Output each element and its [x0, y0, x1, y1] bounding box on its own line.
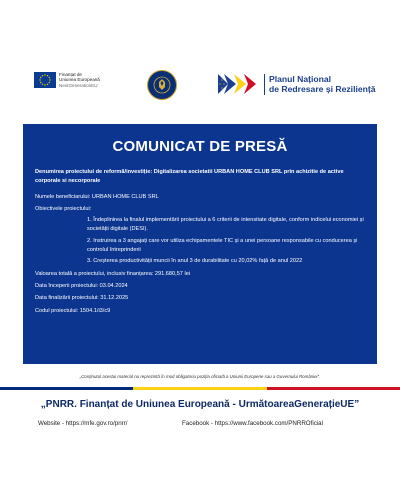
objectives-list — [35, 216, 370, 266]
eu-logo-line3: NextGenerationEU — [59, 82, 98, 88]
eu-logo-line2: Uniunea Europeană — [59, 77, 100, 83]
logo-header — [0, 70, 400, 100]
project-code: Codul proiectului: 1504.1/i3/c9 — [35, 307, 111, 314]
pnrr-slogan: „PNRR. Finanțat de Uniunea Europeană - UrmătoareaGenerațieUE” — [40, 399, 360, 410]
eu-flag-icon — [34, 72, 56, 88]
pnrr-logo — [218, 72, 376, 96]
eu-logo-line1: Finanțat de — [59, 72, 82, 77]
website-link[interactable]: Website - https://mfe.gov.ro/pnrr/ — [38, 420, 128, 427]
pnrr-logo-line1: Planul Național — [269, 73, 332, 84]
objectives-label: Obiectivele proiectului: — [35, 205, 92, 212]
romanian-flag-bar — [0, 387, 400, 390]
total-value: Valoarea totală a proiectului, inclusiv finanțarea: 291.680,57 lei — [35, 270, 191, 277]
pnrr-chevron-logo-icon — [218, 72, 260, 96]
project-name: Denumirea proiectului de reformă/investiție: Digitalizarea societatii URBAN HOME CLUB SRL prin achizitie de active corporale si necorporale — [35, 169, 344, 185]
press-release-body — [35, 168, 370, 316]
press-release-title: COMUNICAT DE PRESĂ — [112, 138, 288, 155]
objective-item: 1. Îndeplinirea la finalul implementării proiectului a 6 criterii de intensitate digitale, conform indicelui economiei și societății digitale (DESI). — [87, 217, 364, 233]
pnrr-logo-line2: de Redresare și Reziliență — [269, 84, 376, 94]
eu-funding-logo — [34, 72, 100, 88]
facebook-link[interactable]: Facebook - https://www.facebook.com/PNRROficial — [182, 420, 323, 427]
objective-item: 3. Creșterea productivității muncii în anul 3 de durabilitate cu 20,02% față de anul 2022 — [87, 258, 303, 265]
objective-item: 2. Instruirea a 3 angajați care vor utiliza echipamentele TIC și a unei persoane responsabile cu conducerea și controlul întreprinderii — [87, 237, 358, 254]
start-date: Data începerii proiectului: 03.04.2024 — [35, 282, 128, 289]
romanian-government-seal-icon — [147, 70, 177, 100]
press-release-panel — [23, 124, 377, 364]
beneficiary-name: Numele beneficiarului: URBAN HOME CLUB SRL — [35, 193, 159, 200]
end-date: Data finalizării proiectului: 31.12.2025 — [35, 295, 129, 302]
disclaimer-text: „Conținutul acestui material nu reprezintă în mod obligatoriu poziția oficială a Uniunii Europene sau a Guvernului României”. — [79, 374, 321, 379]
